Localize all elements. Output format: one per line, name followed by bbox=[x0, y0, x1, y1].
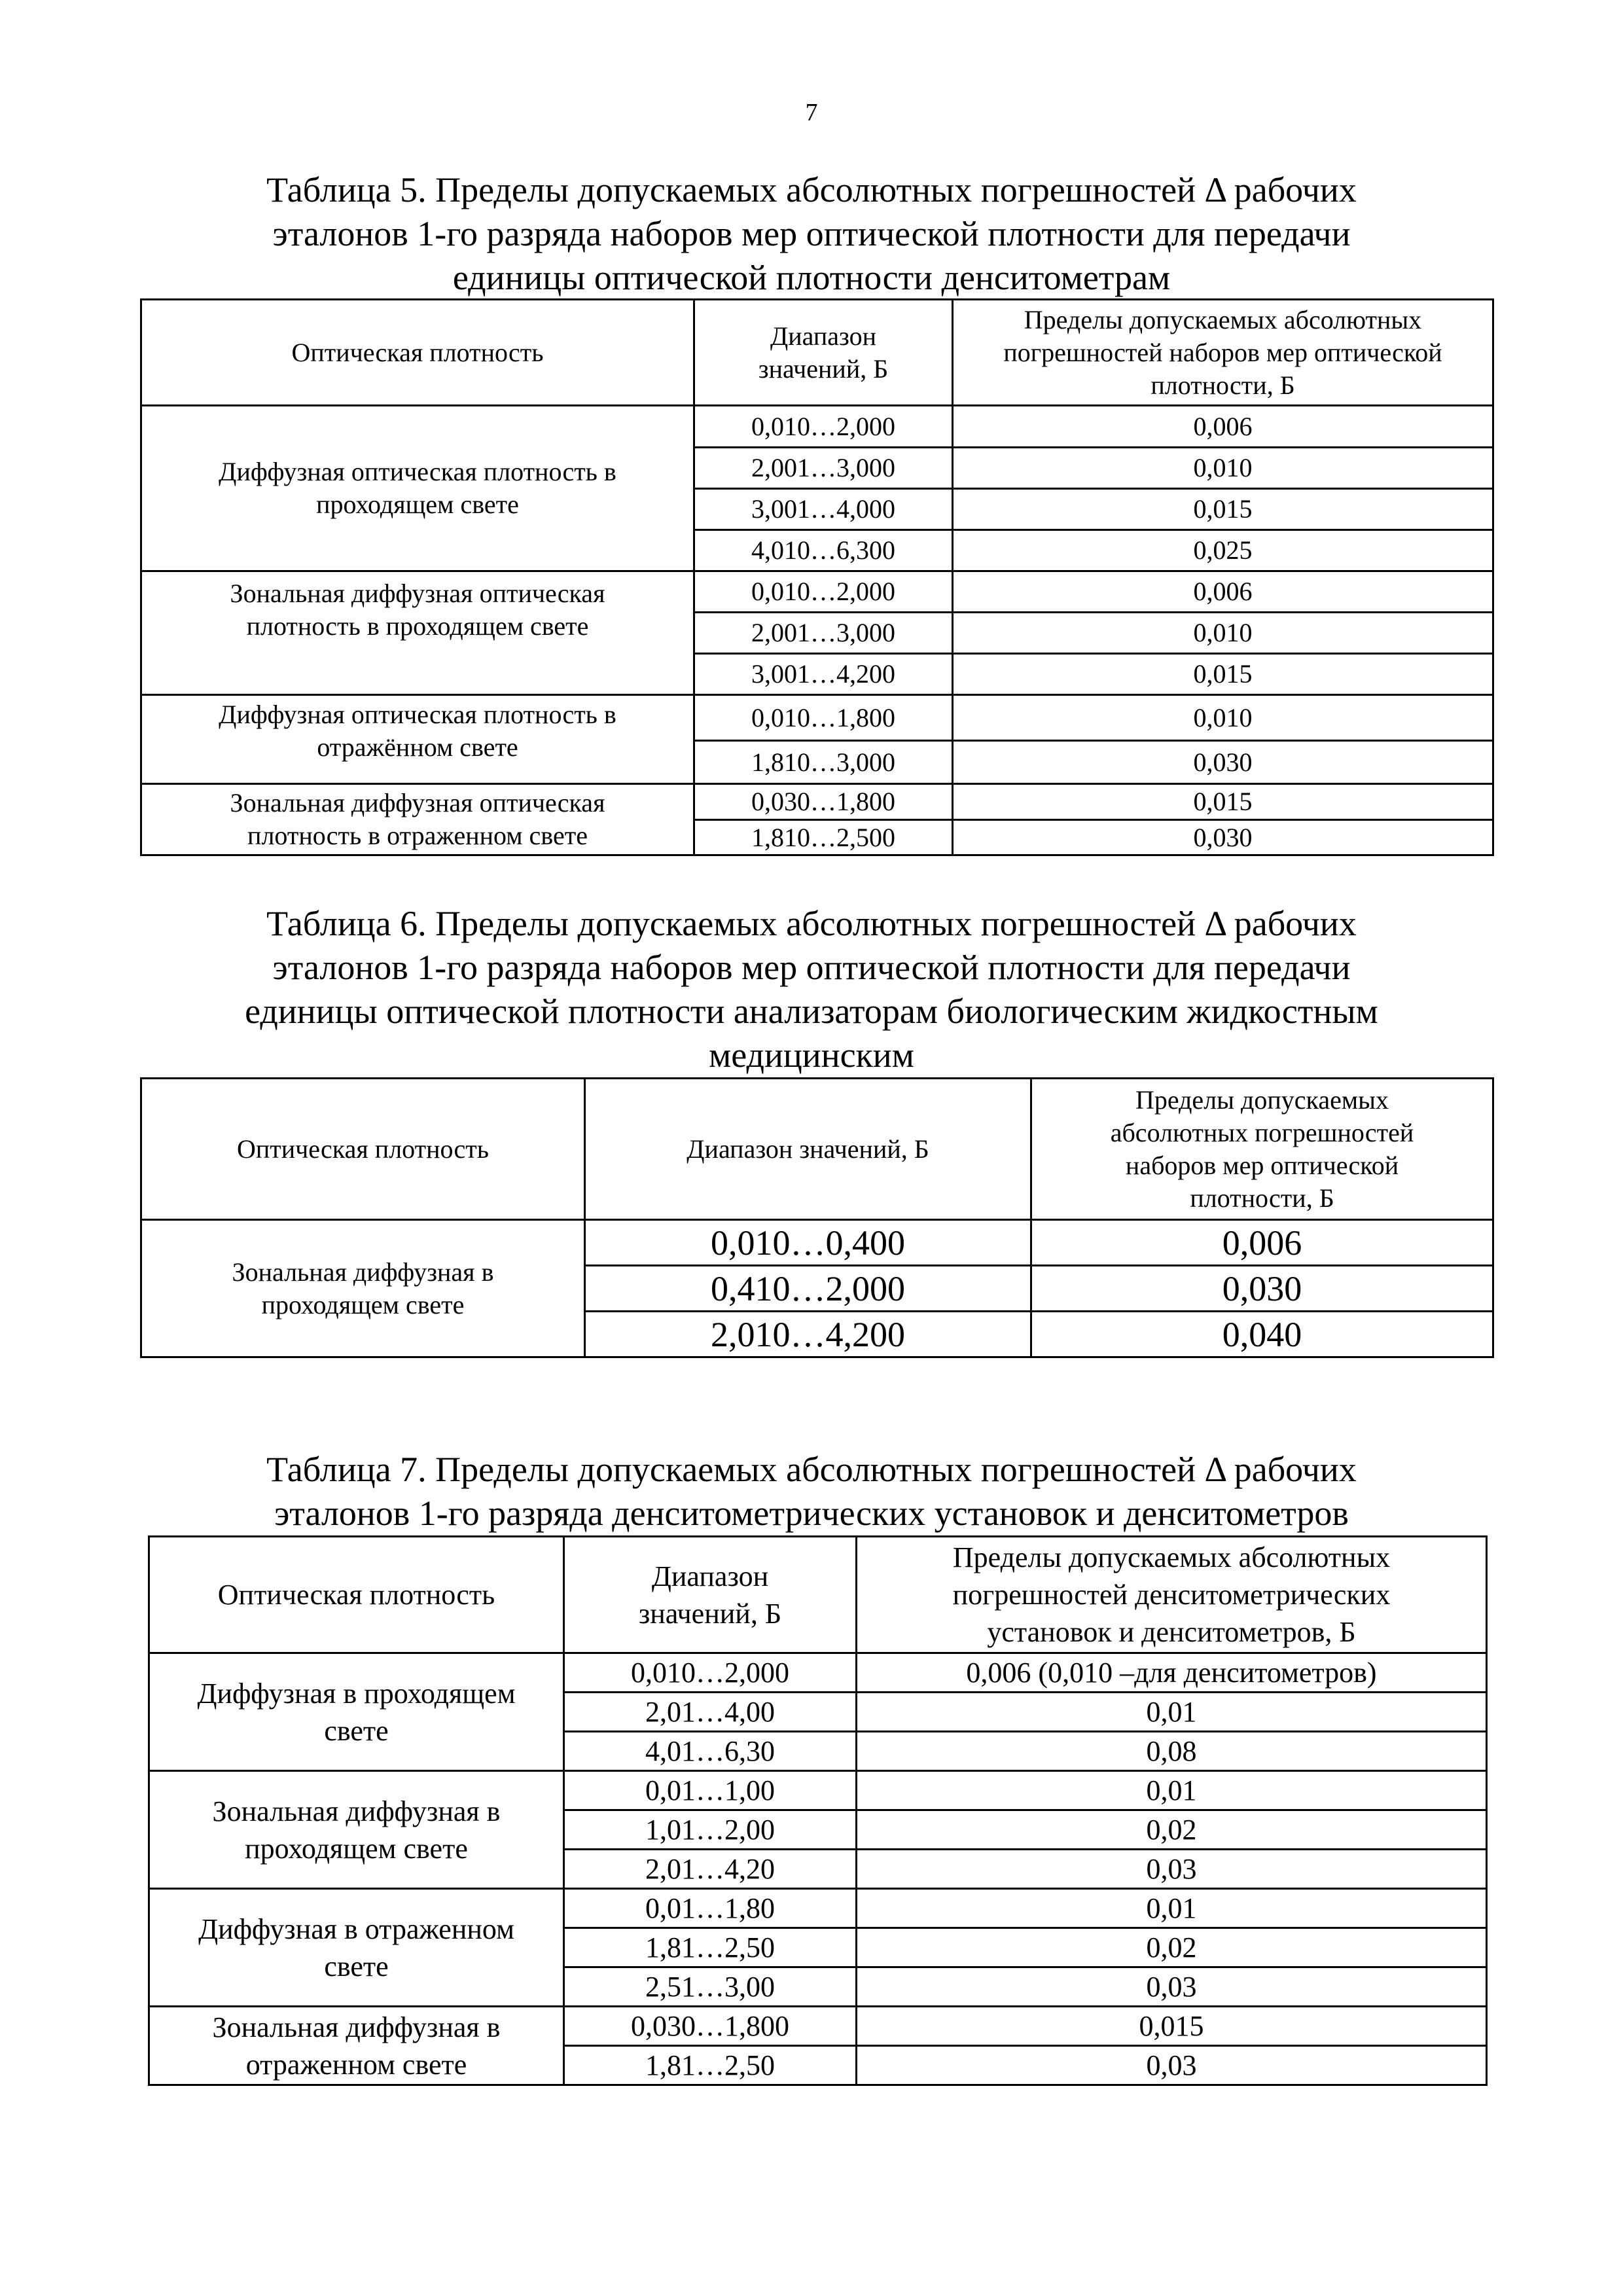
table-header-row bbox=[149, 1537, 1487, 1653]
limit-cell: 0,03 bbox=[857, 2046, 1487, 2085]
range-cell: 0,01…1,00 bbox=[564, 1771, 857, 1810]
table-row bbox=[149, 2007, 1487, 2046]
limit-cell: 0,02 bbox=[857, 1928, 1487, 1967]
table-header-row bbox=[141, 300, 1493, 406]
table-header-row bbox=[141, 1079, 1493, 1220]
caption-line: Таблица 7. Пределы допускаемых абсолютных погрешностей Δ рабочих bbox=[266, 1450, 1357, 1489]
range-cell: 2,010…4,200 bbox=[585, 1312, 1031, 1357]
limit-cell: 0,010 bbox=[953, 613, 1493, 654]
caption-line: Таблица 6. Пределы допускаемых абсолютных погрешностей Δ рабочих bbox=[266, 904, 1357, 943]
range-cell: 0,410…2,000 bbox=[585, 1266, 1031, 1312]
group-name: Диффузная оптическая плотность в отражённом свете bbox=[141, 695, 694, 784]
limit-cell: 0,010 bbox=[953, 448, 1493, 489]
range-cell: 2,51…3,00 bbox=[564, 1967, 857, 2007]
range-cell: 1,81…2,50 bbox=[564, 2046, 857, 2085]
limit-cell: 0,03 bbox=[857, 1850, 1487, 1889]
header-limit: Пределы допускаемых абсолютных погрешностей наборов мер оптической плотности, Б bbox=[1031, 1079, 1493, 1220]
table-row bbox=[149, 1653, 1487, 1693]
table6-caption bbox=[118, 902, 1505, 1077]
group-name: Зональная диффузная оптическая плотность в отраженном свете bbox=[141, 784, 694, 855]
table-row bbox=[141, 571, 1493, 613]
range-cell: 1,01…2,00 bbox=[564, 1810, 857, 1850]
table7-caption bbox=[118, 1448, 1505, 1535]
table5 bbox=[140, 298, 1494, 856]
table6 bbox=[140, 1077, 1494, 1358]
limit-cell: 0,015 bbox=[953, 489, 1493, 530]
limit-cell: 0,006 bbox=[953, 406, 1493, 448]
caption-line: медицинским bbox=[709, 1035, 914, 1075]
range-cell: 0,030…1,800 bbox=[564, 2007, 857, 2046]
range-cell: 2,01…4,00 bbox=[564, 1693, 857, 1732]
caption-line: Таблица 5. Пределы допускаемых абсолютных погрешностей Δ рабочих bbox=[266, 170, 1357, 209]
range-cell: 3,001…4,200 bbox=[694, 654, 953, 695]
header-limit: Пределы допускаемых абсолютных погрешностей наборов мер оптической плотности, Б bbox=[953, 300, 1493, 406]
table5-caption bbox=[118, 168, 1505, 300]
limit-cell: 0,015 bbox=[857, 2007, 1487, 2046]
limit-cell: 0,030 bbox=[953, 820, 1493, 855]
range-cell: 1,810…3,000 bbox=[694, 741, 953, 784]
limit-cell: 0,08 bbox=[857, 1732, 1487, 1771]
range-cell: 4,010…6,300 bbox=[694, 530, 953, 571]
range-cell: 2,001…3,000 bbox=[694, 448, 953, 489]
header-optical-density: Оптическая плотность bbox=[141, 1079, 585, 1220]
range-cell: 0,010…2,000 bbox=[694, 406, 953, 448]
range-cell: 1,81…2,50 bbox=[564, 1928, 857, 1967]
range-cell: 0,010…2,000 bbox=[694, 571, 953, 613]
limit-cell: 0,015 bbox=[953, 784, 1493, 820]
range-cell: 0,01…1,80 bbox=[564, 1889, 857, 1928]
limit-cell: 0,010 bbox=[953, 695, 1493, 741]
table-row bbox=[149, 1889, 1487, 1928]
range-cell: 2,001…3,000 bbox=[694, 613, 953, 654]
page-number: 7 bbox=[805, 99, 818, 126]
group-name: Диффузная в отраженном свете bbox=[149, 1889, 564, 2007]
header-range: Диапазон значений, Б bbox=[564, 1537, 857, 1653]
header-range: Диапазон значений, Б bbox=[585, 1079, 1031, 1220]
limit-cell: 0,01 bbox=[857, 1771, 1487, 1810]
group-name: Зональная диффузная в проходящем свете bbox=[149, 1771, 564, 1889]
header-optical-density: Оптическая плотность bbox=[149, 1537, 564, 1653]
range-cell: 3,001…4,000 bbox=[694, 489, 953, 530]
limit-cell: 0,025 bbox=[953, 530, 1493, 571]
group-name: Диффузная оптическая плотность в проходящем свете bbox=[141, 406, 694, 571]
caption-line: эталонов 1-го разряда наборов мер оптической плотности для передачи bbox=[272, 214, 1351, 253]
table-row bbox=[141, 406, 1493, 448]
group-name: Зональная диффузная в проходящем свете bbox=[141, 1220, 585, 1357]
header-range: Диапазон значений, Б bbox=[694, 300, 953, 406]
limit-cell: 0,015 bbox=[953, 654, 1493, 695]
table-row bbox=[141, 1220, 1493, 1266]
limit-cell: 0,01 bbox=[857, 1889, 1487, 1928]
caption-line: единицы оптической плотности анализаторам биологическим жидкостным bbox=[245, 992, 1378, 1031]
header-limit: Пределы допускаемых абсолютных погрешностей денситометрических установок и денситометров, Б bbox=[857, 1537, 1487, 1653]
group-name: Зональная диффузная в отраженном свете bbox=[149, 2007, 564, 2085]
range-cell: 1,810…2,500 bbox=[694, 820, 953, 855]
caption-line: эталонов 1-го разряда наборов мер оптической плотности для передачи bbox=[272, 948, 1351, 987]
range-cell: 2,01…4,20 bbox=[564, 1850, 857, 1889]
table7 bbox=[148, 1535, 1488, 2086]
table-row bbox=[149, 1771, 1487, 1810]
limit-cell: 0,030 bbox=[953, 741, 1493, 784]
group-name: Диффузная в проходящем свете bbox=[149, 1653, 564, 1771]
limit-cell: 0,040 bbox=[1031, 1312, 1493, 1357]
caption-line: единицы оптической плотности денситометрам bbox=[452, 258, 1171, 297]
limit-cell: 0,006 (0,010 –для денситометров) bbox=[857, 1653, 1487, 1693]
range-cell: 0,010…2,000 bbox=[564, 1653, 857, 1693]
range-cell: 4,01…6,30 bbox=[564, 1732, 857, 1771]
limit-cell: 0,01 bbox=[857, 1693, 1487, 1732]
range-cell: 0,030…1,800 bbox=[694, 784, 953, 820]
limit-cell: 0,03 bbox=[857, 1967, 1487, 2007]
range-cell: 0,010…1,800 bbox=[694, 695, 953, 741]
table-row bbox=[141, 695, 1493, 741]
range-cell: 0,010…0,400 bbox=[585, 1220, 1031, 1266]
header-optical-density: Оптическая плотность bbox=[141, 300, 694, 406]
caption-line: эталонов 1-го разряда денситометрических установок и денситометров bbox=[274, 1494, 1349, 1533]
limit-cell: 0,006 bbox=[1031, 1220, 1493, 1266]
group-name: Зональная диффузная оптическая плотность в проходящем свете bbox=[141, 571, 694, 695]
table-row bbox=[141, 784, 1493, 820]
limit-cell: 0,030 bbox=[1031, 1266, 1493, 1312]
limit-cell: 0,006 bbox=[953, 571, 1493, 613]
limit-cell: 0,02 bbox=[857, 1810, 1487, 1850]
